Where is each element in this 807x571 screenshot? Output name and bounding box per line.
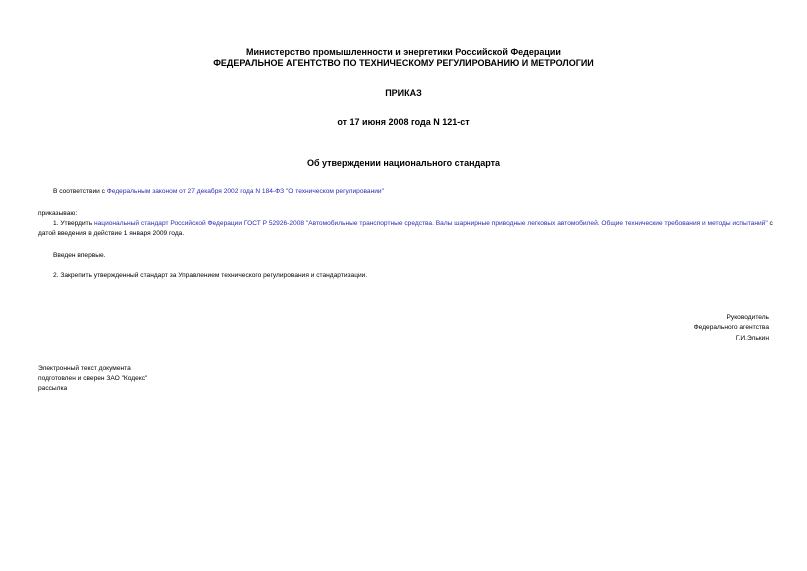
footer-line-1: Электронный текст документа [38,365,131,372]
order-word: приказываю: [38,210,78,217]
intro-paragraph [53,187,384,196]
signature-name: Г.И.Элькин [735,335,769,342]
agency-title: ФЕДЕРАЛЬНОЕ АГЕНТСТВО ПО ТЕХНИЧЕСКОМУ РЕГУЛИРОВАНИЮ И МЕТРОЛОГИИ [213,58,594,68]
signature-position-1: Руководитель [726,314,769,321]
item-1-prefix: 1. Утвердить [53,220,94,227]
document-subject: Об утверждении национального стандарта [306,158,501,168]
ministry-title: Министерство промышленности и энергетики Российской Федерации [246,47,561,57]
item-2-paragraph: 2. Закрепить утвержденный стандарт за Управлением технического регулирования и стандартизации. [53,272,368,279]
footer-line-2: подготовлен и сверен ЗАО "Кодекс" [38,375,148,382]
footer-line-3: рассылка [38,385,68,392]
federal-law-link[interactable]: Федеральным законом от 27 декабря 2002 года N 184-ФЗ "О техническом регулировании" [106,188,384,195]
item-1-suffix: с датой введения в действие 1 января 2009 года. [38,220,773,237]
document-date: от 17 июня 2008 года N 121-ст [337,117,470,127]
signature-position-2: Федерального агентства [693,324,769,331]
item-1-paragraph [38,219,773,239]
gost-standard-link[interactable]: национальный стандарт Российской Федерации ГОСТ Р 52926-2008 "Автомобильные транспортные средства. Валы шарнирные приводные легковых автомобилей. Общие технические требования и методы испытаний" [93,220,768,227]
document-type: ПРИКАЗ [385,88,422,98]
intro-prefix: В соответствии с [53,188,107,195]
introduced-note: Введен впервые. [53,252,106,259]
